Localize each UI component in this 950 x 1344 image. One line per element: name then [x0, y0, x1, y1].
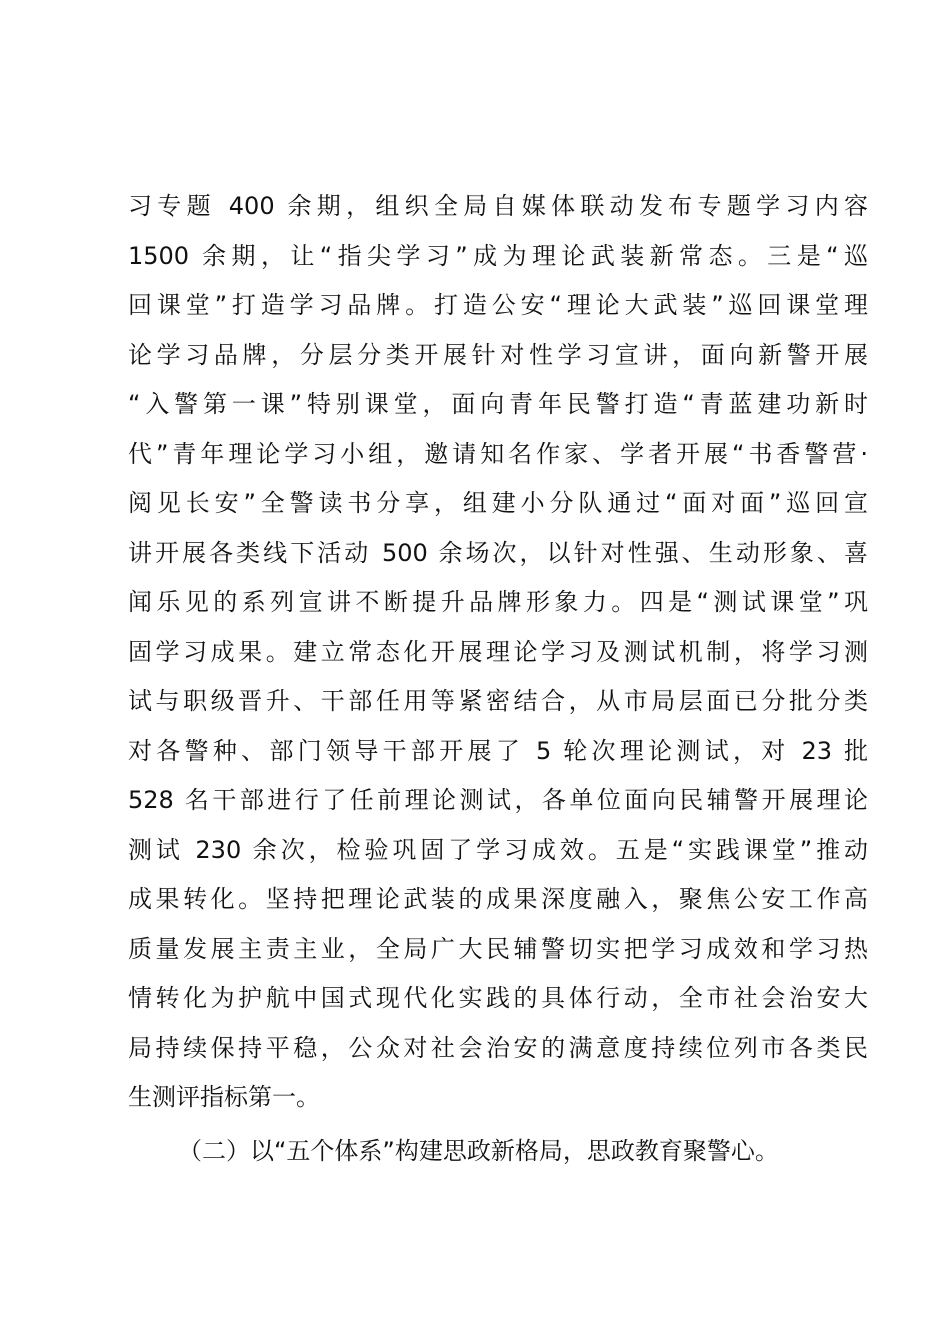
- paragraph-line: 对各警种、部门领导干部开展了 5 轮次理论测试，对 23 批: [128, 736, 868, 765]
- paragraph-line: 论学习品牌，分层分类开展针对性学习宣讲，面向新警开展: [128, 340, 868, 369]
- paragraph-line: 试与职级晋升、干部任用等紧密结合，从市局层面已分批分类: [128, 687, 868, 715]
- paragraph-line: 情转化为护航中国式现代化实践的具体行动，全市社会治安大: [128, 984, 868, 1012]
- paragraph-line: 阅见长安”全警读书分享，组建小分队通过“面对面”巡回宣: [128, 489, 868, 517]
- paragraph-line: 局持续保持平稳，公众对社会治安的满意度持续位列市各类民: [128, 1033, 868, 1062]
- paragraph-line: 质量发展主责主业，全局广大民辅警切实把学习成效和学习热: [128, 934, 868, 963]
- paragraph-line: “入警第一课”特别课堂，面向青年民警打造“青蓝建功新时: [128, 390, 868, 418]
- paragraph-line: 讲开展各类线下活动 500 余场次，以针对性强、生动形象、喜: [128, 538, 868, 567]
- paragraph-line: 528 名干部进行了任前理论测试，各单位面向民辅警开展理论: [128, 786, 868, 814]
- paragraph-line: 成果转化。坚持把理论武装的成果深度融入，聚焦公安工作高: [128, 885, 868, 913]
- paragraph-line: 习专题 400 余期，组织全局自媒体联动发布专题学习内容: [128, 192, 868, 220]
- paragraph-line: 代”青年理论学习小组，邀请知名作家、学者开展“书香警营·: [128, 439, 868, 468]
- paragraph-line: 闻乐见的系列宣讲不断提升品牌形象力。四是“测试课堂”巩: [128, 588, 868, 616]
- paragraph-line: 生测评指标第一。: [128, 1083, 320, 1111]
- section-heading: （二）以“五个体系”构建思政新格局，思政教育聚警心。: [178, 1137, 779, 1165]
- body-paragraph: [128, 182, 868, 1123]
- paragraph-line: 固学习成果。建立常态化开展理论学习及测试机制，将学习测: [128, 637, 868, 666]
- paragraph-line: 回课堂”打造学习品牌。打造公安“理论大武装”巡回课堂理: [128, 291, 868, 319]
- paragraph-line: 测试 230 余次，检验巩固了学习成效。五是“实践课堂”推动: [128, 835, 868, 864]
- paragraph-line: 1500 余期，让“指尖学习”成为理论武装新常态。三是“巡: [128, 241, 868, 270]
